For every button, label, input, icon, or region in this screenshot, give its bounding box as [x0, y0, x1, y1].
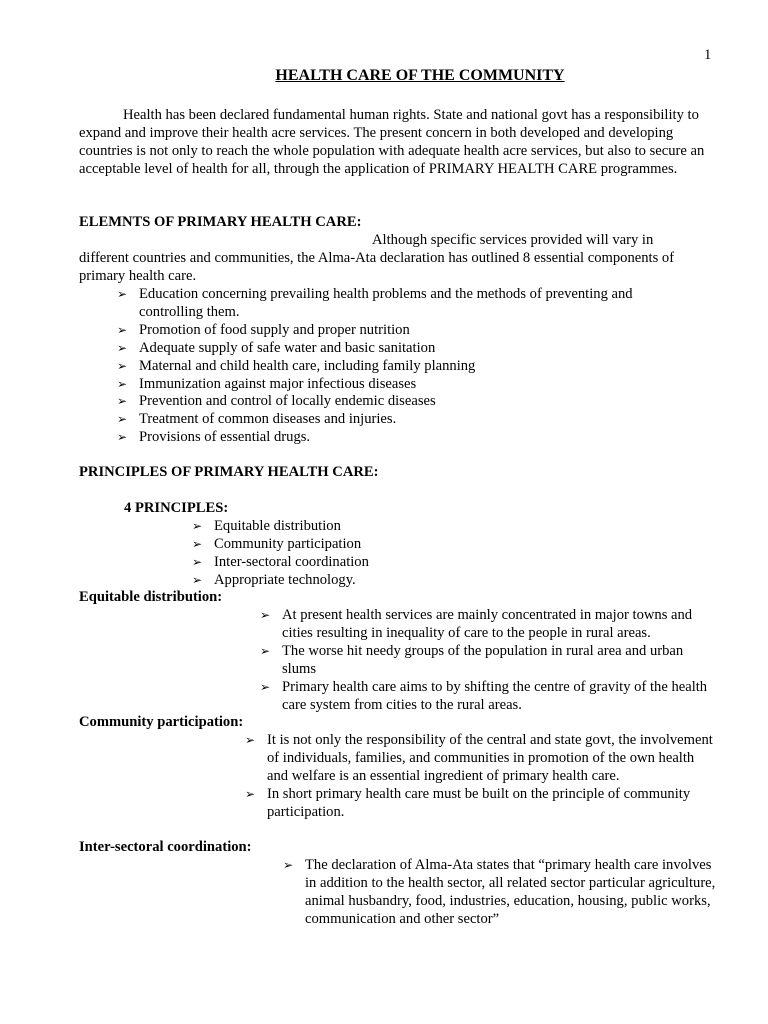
equitable-item	[260, 607, 720, 643]
principles-heading: PRINCIPLES OF PRIMARY HEALTH CARE:	[79, 464, 379, 480]
equitable-item	[260, 679, 720, 715]
element-item-text: Provisions of essential drugs.	[139, 429, 311, 446]
principles-subheading: 4 PRINCIPLES:	[124, 500, 229, 516]
bullet-arrow-icon: ➢	[283, 858, 294, 872]
bullet-arrow-icon: ➢	[192, 519, 203, 533]
element-item	[117, 358, 677, 376]
bullet-arrow-icon: ➢	[117, 287, 128, 301]
principle-item-text: Appropriate technology.	[214, 571, 356, 588]
element-item	[117, 376, 677, 394]
element-item-text: Promotion of food supply and proper nutrition	[139, 321, 410, 338]
elements-list	[117, 286, 677, 447]
element-item-text: Prevention and control of locally endemic diseases	[139, 393, 436, 410]
intersectoral-list	[283, 857, 723, 929]
intersectoral-heading: Inter-sectoral coordination:	[79, 839, 252, 855]
bullet-arrow-icon: ➢	[192, 536, 203, 551]
community-item-text: It is not only the responsibility of the central and state govt, the involvement of individuals, families, and communities in promotion of the own health and welfare is an essential ingredient of primary health care.	[267, 732, 713, 784]
principle-item-text: Community participation	[214, 535, 362, 552]
bullet-arrow-icon: ➢	[117, 322, 128, 337]
bullet-arrow-icon: ➢	[260, 608, 271, 622]
intersectoral-item-text: The declaration of Alma-Ata states that “primary health care involves in addition to the health sector, all related sector particular agriculture, animal husbandry, food, industries, education, housing, public works, communication and other sector”	[305, 857, 716, 927]
principle-item	[192, 572, 492, 590]
community-list	[245, 732, 715, 822]
elements-intro: different countries and communities, the Alma-Ata declaration has outlined 8 essential components of primary health care.	[79, 250, 675, 284]
elements-lead: Although specific services provided will vary in	[372, 232, 654, 248]
element-item	[117, 286, 677, 322]
bullet-arrow-icon: ➢	[117, 430, 128, 445]
community-item-text: In short primary health care must be built on the principle of community participation.	[267, 785, 691, 820]
community-item	[245, 786, 715, 822]
equitable-item-text: At present health services are mainly concentrated in major towns and cities resulting in inequality of care to the people in rural areas.	[282, 607, 693, 641]
equitable-item-text: The worse hit needy groups of the population in rural area and urban slums	[282, 642, 684, 677]
equitable-list	[260, 607, 720, 714]
bullet-arrow-icon: ➢	[260, 643, 271, 658]
principle-item-text: Inter-sectoral coordination	[214, 553, 369, 570]
equitable-heading: Equitable distribution:	[79, 589, 223, 605]
element-item-text: Adequate supply of safe water and basic sanitation	[139, 339, 436, 356]
principles-list	[192, 518, 492, 590]
community-heading: Community participation:	[79, 714, 244, 730]
element-item-text: Treatment of common diseases and injuries.	[139, 411, 397, 428]
bullet-arrow-icon: ➢	[192, 572, 203, 587]
equitable-item	[260, 643, 720, 679]
principle-item	[192, 536, 492, 554]
bullet-arrow-icon: ➢	[117, 376, 128, 391]
bullet-arrow-icon: ➢	[117, 412, 128, 427]
principle-item	[192, 554, 492, 572]
element-item-text: Education concerning prevailing health problems and the methods of preventing and controlling them.	[139, 286, 633, 320]
element-item	[117, 340, 677, 358]
document-title: HEALTH CARE OF THE COMMUNITY	[275, 67, 565, 84]
element-item	[117, 429, 677, 447]
element-item	[117, 322, 677, 340]
intro-paragraph: Health has been declared fundamental human rights. State and national govt has a responsibility to expand and improve their health acre services. The present concern in both developed and developing countries is not only to reach the whole population with adequate health acre services, but also to secure an acceptable level of health for all, through the application of PRIMARY HEALTH CARE programmes.	[79, 107, 705, 177]
element-item-text: Immunization against major infectious diseases	[139, 375, 417, 392]
element-item	[117, 411, 677, 429]
element-item-text: Maternal and child health care, including family planning	[139, 357, 476, 374]
element-item	[117, 393, 677, 411]
bullet-arrow-icon: ➢	[260, 679, 271, 694]
bullet-arrow-icon: ➢	[117, 340, 128, 355]
elements-heading: ELEMNTS OF PRIMARY HEALTH CARE:	[79, 214, 362, 230]
bullet-arrow-icon: ➢	[245, 786, 256, 801]
equitable-item-text: Primary health care aims to by shifting the centre of gravity of the health care system from cities to the rural areas.	[282, 678, 708, 713]
bullet-arrow-icon: ➢	[117, 394, 128, 409]
intersectoral-item	[283, 857, 723, 929]
bullet-arrow-icon: ➢	[245, 733, 256, 747]
bullet-arrow-icon: ➢	[192, 554, 203, 569]
page-number: 1	[704, 47, 712, 63]
community-item	[245, 732, 715, 786]
principle-item-text: Equitable distribution	[214, 518, 341, 534]
principle-item	[192, 518, 492, 536]
bullet-arrow-icon: ➢	[117, 358, 128, 373]
